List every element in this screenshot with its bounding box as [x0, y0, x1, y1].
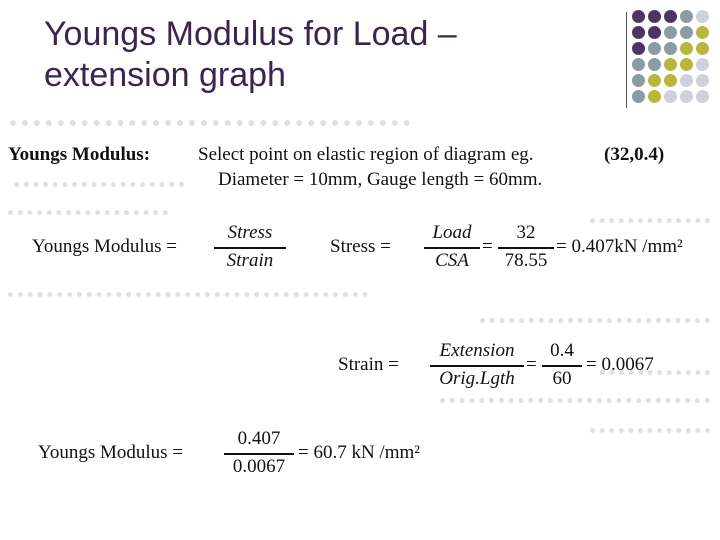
strain-result: = 0.0067	[586, 354, 654, 375]
strain-equals: =	[526, 354, 537, 375]
decorative-dot	[680, 26, 693, 39]
decorative-dot	[648, 90, 661, 103]
decorative-dot	[696, 74, 709, 87]
youngs-modulus-heading: Youngs Modulus:	[8, 144, 151, 165]
decorative-dot	[632, 42, 645, 55]
fraction-denominator: CSA	[435, 250, 469, 271]
final-result: = 60.7 kN /mm²	[298, 442, 420, 463]
stress-equals: =	[482, 236, 493, 257]
decorative-dot	[648, 58, 661, 71]
decorative-dot	[632, 90, 645, 103]
fraction-denominator: Orig.Lgth	[439, 368, 515, 389]
fraction-numerator: 0.4	[550, 340, 574, 361]
decorative-dot	[696, 90, 709, 103]
fraction-bar	[424, 247, 480, 249]
decorative-dot	[696, 58, 709, 71]
decorative-dot	[664, 26, 677, 39]
stress-label: Stress =	[330, 236, 391, 257]
fraction-denominator: 0.0067	[232, 456, 286, 477]
fraction-denominator: Strain	[226, 250, 274, 271]
decorative-dot	[648, 42, 661, 55]
decorative-dot-grid	[632, 10, 712, 106]
fraction-numerator: 32	[516, 222, 536, 243]
decorative-dot	[680, 42, 693, 55]
decorative-dot	[648, 10, 661, 23]
fraction-bar	[498, 247, 554, 249]
decorative-dot	[664, 42, 677, 55]
decorative-dot	[680, 90, 693, 103]
fraction-numerator: Extension	[439, 340, 515, 361]
fraction-numerator: 0.407	[237, 428, 281, 449]
decorative-dot	[648, 74, 661, 87]
fraction-bar	[430, 365, 524, 367]
decorative-dot	[680, 10, 693, 23]
decorative-dot	[680, 58, 693, 71]
decorative-dot	[648, 26, 661, 39]
decorative-dot	[680, 74, 693, 87]
fraction-numerator: Stress	[227, 222, 273, 243]
decorative-dot	[664, 10, 677, 23]
ym-label: Youngs Modulus =	[32, 236, 177, 257]
slide-title: Youngs Modulus for Load – extension graph	[44, 15, 457, 94]
decorative-dot	[632, 26, 645, 39]
selected-point: (32,0.4)	[604, 144, 665, 165]
fraction-numerator: Load	[432, 222, 472, 243]
decorative-dot	[664, 74, 677, 87]
decorative-dot	[696, 42, 709, 55]
decorative-dot	[696, 26, 709, 39]
instruction-text: Select point on elastic region of diagram eg.	[198, 144, 534, 165]
decorative-dot	[632, 58, 645, 71]
strain-label: Strain =	[338, 354, 399, 375]
fraction-denominator: 60	[552, 368, 572, 389]
decorative-dot	[696, 10, 709, 23]
fraction-denominator: 78.55	[504, 250, 548, 271]
fraction-bar	[214, 247, 286, 249]
decorative-dot	[664, 58, 677, 71]
decorative-dot	[632, 10, 645, 23]
fraction-bar	[224, 453, 294, 455]
title-divider	[626, 12, 627, 108]
stress-result: = 0.407kN /mm²	[556, 236, 683, 257]
dimensions-text: Diameter = 10mm, Gauge length = 60mm.	[218, 169, 543, 190]
fraction-bar	[542, 365, 582, 367]
decorative-dot	[664, 90, 677, 103]
final-ym-label: Youngs Modulus =	[38, 442, 183, 463]
decorative-dot	[632, 74, 645, 87]
